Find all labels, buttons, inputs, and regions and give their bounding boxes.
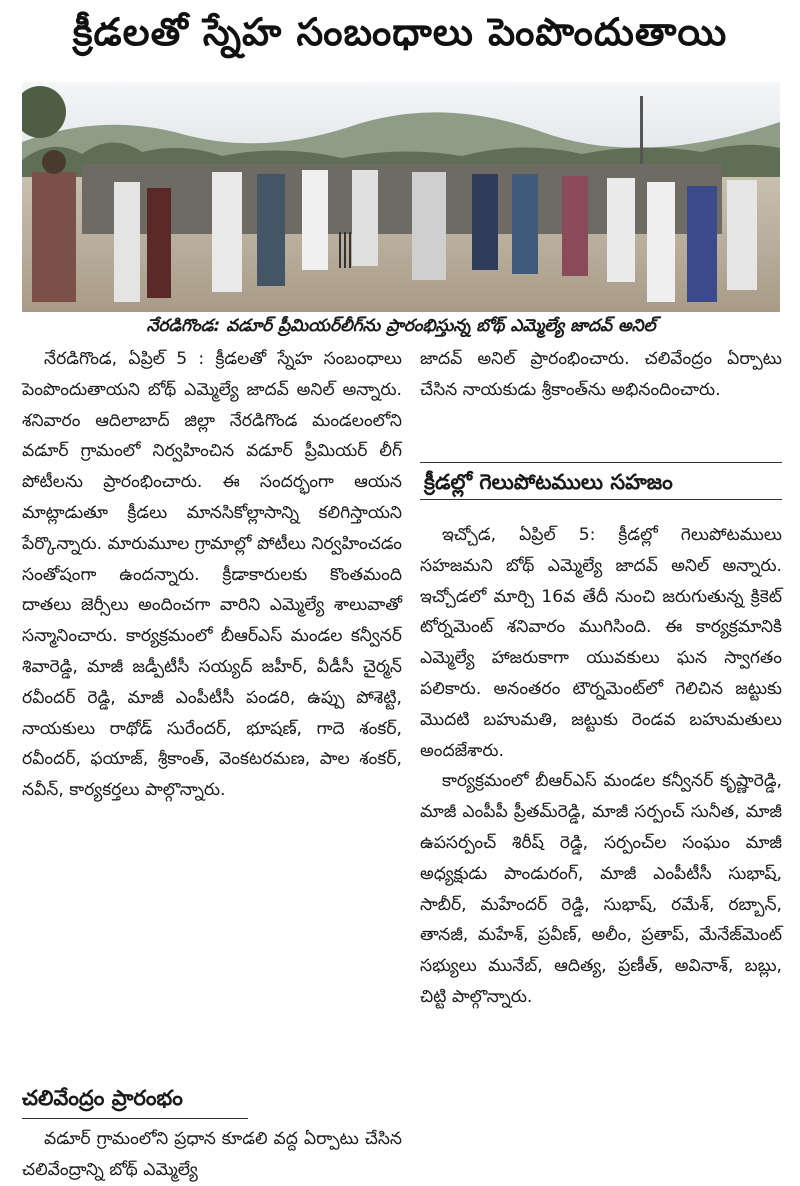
section-heading: క్రీడల్లో గెలుపోటములు సహజం [420, 462, 782, 500]
headline: క్రీడలతో స్నేహ సంబంధాలు పెంపొందుతాయి [72, 10, 728, 54]
article-body: వడూర్ గ్రామంలోని ప్రధాన కూడలి వద్ద ఏర్పాటు చేసిన చలివేంద్రాన్ని బోథ్ ఎమ్మెల్యే [22, 1129, 402, 1180]
section-heading: చలివేంద్రం ప్రారంభం [22, 1078, 248, 1119]
article-body: నేరడిగొండ, ఏప్రిల్ 5 : క్రీడలతో స్నేహ సంబంధాలు పెంపొందుతాయని బోథ్ ఎమ్మెల్యే జాదవ్ అనిల్ అన్నారు. శనివారం ఆదిలాబాద్ జిల్లా నేరడిగొండ మండలంలోని వడూర్ గ్రామంలో నిర్వహించిన వడూర్ ప్రీమియర్ లీగ్ పోటీలను ప్రారంభించారు. ఈ సందర్భంగా ఆయన మాట్లాడుతూ క్రీడలు మానసికోల్లాసాన్ని కలిగిస్తాయని పేర్కొన్నారు. మారుమూల గ్రామాల్లో పోటీలు నిర్వహించడం సంతోషంగా ఉందన్నారు. క్రీడాకారులకు కొంతమంది దాతలు జెర్సీలు అందించగా వారిని ఎమ్మెల్యే శాలువాతో సన్మానించారు. కార్యక్రమంలో బీఆర్ఎస్ మండల కన్వీనర్ శివారెడ్డి, మాజీ జడ్పీటీసీ సయ్యద్ జహీర్, వీడీసీ చైర్మన్ రవీందర్ రెడ్డి, మాజీ ఎంపీటీసీ పండరి, ఉప్పు పోశెట్టి, నాయకులు రాథోడ్ సురేందర్, భూషణ్, గాదె శంకర్, రవీందర్, ఫయాజ్, శ్రీకాంత్, వెంకటరమణ, పాల శంకర్, నవీన్, కార్యకర్తలు పాల్గొన్నారు. [22, 349, 402, 801]
photo-scene [22, 82, 780, 312]
news-photo [22, 82, 780, 312]
article-body: కార్యక్రమంలో బీఆర్ఎస్ మండల కన్వీనర్ కృష్ణారెడ్డి, మాజీ ఎంపీపీ ప్రీతమ్‌రెడ్డి, మాజీ సర్పంచ్ సునీత, మాజీ ఉపసర్పంచ్ శిరీష్ రెడ్డి, సర్పంచ్‌ల సంఘం మాజీ అధ్యక్షుడు పాండురంగ్, మాజీ ఎంపీటీసీ సుభాష్, సాబీర్, మహేందర్ రెడ్డి, సుభాష్, రమేశ్, రబ్బాన్, తానజీ, మహేశ్, ప్రవీణ్, అలీం, ప్రతాప్, మేనేజ్‌మెంట్ సభ్యులు మునేబ్, ఆదిత్య, ప్రణీత్, అవినాశ్, బబ్లు, చిట్టి పాల్గొన్నారు. [420, 771, 782, 1007]
article-body-continued: జాదవ్ అనిల్ ప్రారంభించారు. చలివేంద్రం ఏర్పాటు చేసిన నాయకుడు శ్రీకాంత్‌ను అభినందించారు. [420, 349, 782, 400]
right-column-top [420, 344, 782, 406]
photo-caption: నేరడిగొండ: వడూర్ ప్రీమియర్‌లీగ్‌ను ప్రారంభిస్తున్న బోథ్ ఎమ్మెల్యే జాదవ్ అనిల్ [146, 316, 656, 336]
left-column [22, 344, 402, 806]
left-column-bottom [22, 1124, 402, 1186]
article-body: ఇచ్చోడ, ఏప్రిల్ 5: క్రీడల్లో గెలుపోటములు సహజమని బోథ్ ఎమ్మెల్యే జాదవ్ అనిల్ అన్నారు. ఇచ్చోడలో మార్చి 16వ తేదీ నుంచి జరుగుతున్న క్రికెట్ టోర్నమెంట్ శనివారం ముగిసింది. ఈ కార్యక్రమానికి ఎమ్మెల్యే హాజరుకాగా యువకులు ఘన స్వాగతం పలికారు. అనంతరం టౌర్నమెంట్‌లో గెలిచిన జట్టుకు మొదటి బహుమతి, జట్టుకు రెండవ బహుమతులు అందజేశారు. [420, 525, 782, 761]
right-column [420, 520, 782, 1013]
